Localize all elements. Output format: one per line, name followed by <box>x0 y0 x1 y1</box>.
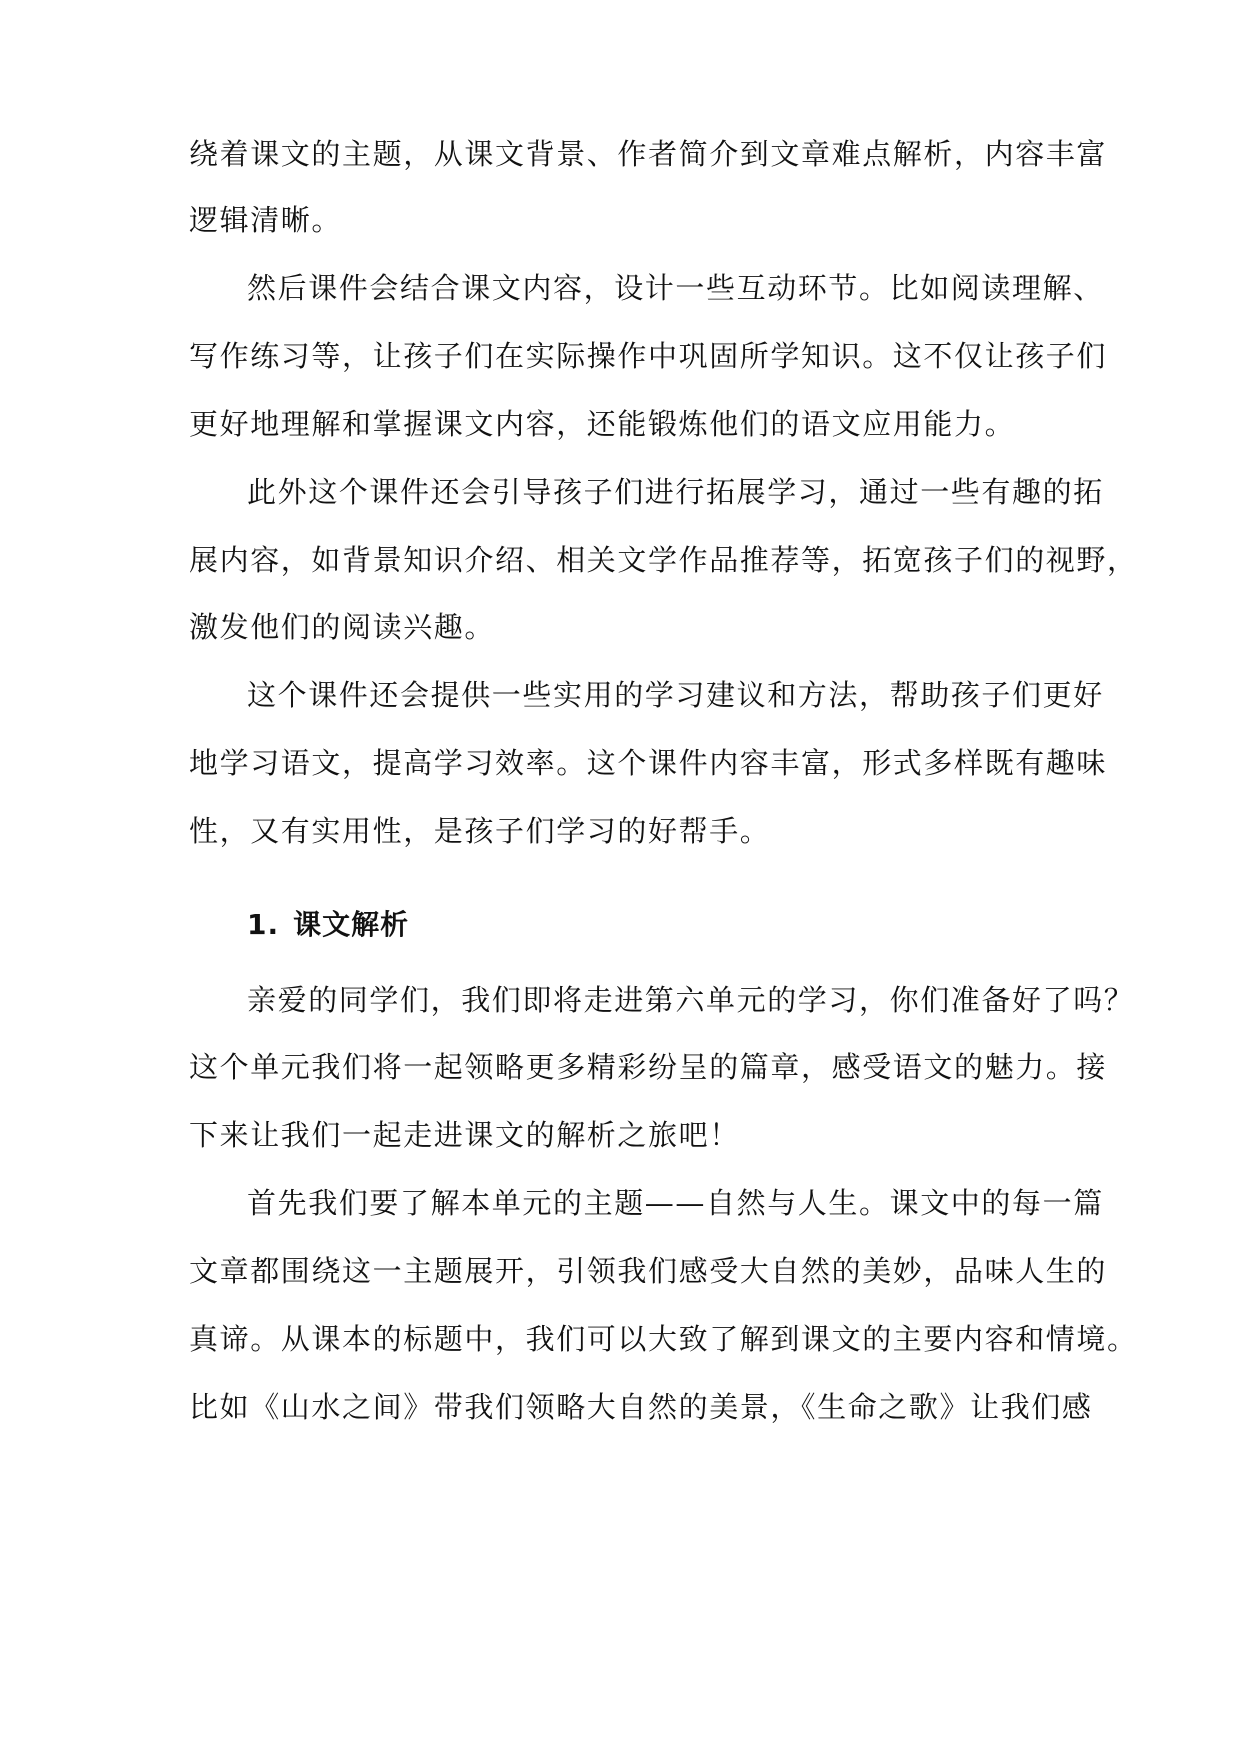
section-heading <box>247 902 1107 948</box>
text-line: 展内容，如背景知识介绍、相关文学作品推荐等，拓宽孩子们的视野， <box>189 543 1138 577</box>
text-line: 这个课件还会提供一些实用的学习建议和方法，帮助孩子们更好 <box>247 678 1104 712</box>
text-line: 然后课件会结合课文内容，设计一些互动环节。比如阅读理解、 <box>247 271 1104 305</box>
text-line: 激发他们的阅读兴趣。 <box>189 610 496 644</box>
text-line: 更好地理解和掌握课文内容，还能锻炼他们的语文应用能力。 <box>189 407 1016 441</box>
text-line: 真谛。从课本的标题中，我们可以大致了解到课文的主要内容和情境。 <box>189 1322 1138 1356</box>
section-title: 课文解析 <box>293 908 410 941</box>
text-line: 性，又有实用性，是孩子们学习的好帮手。 <box>189 814 771 848</box>
text-line: 绕着课文的主题，从课文背景、作者简介到文章难点解析，内容丰富 <box>189 137 1108 171</box>
text-line: 这个单元我们将一起领略更多精彩纷呈的篇章，感受语文的魅力。接 <box>189 1050 1108 1084</box>
text-line: 首先我们要了解本单元的主题——自然与人生。课文中的每一篇 <box>247 1186 1104 1220</box>
text-line: 文章都围绕这一主题展开，引领我们感受大自然的美妙，品味人生的 <box>189 1254 1108 1288</box>
text-line: 地学习语文，提高学习效率。这个课件内容丰富，形式多样既有趣味 <box>189 746 1108 780</box>
text-line: 此外这个课件还会引导孩子们进行拓展学习，通过一些有趣的拓 <box>247 475 1104 509</box>
text-line: 下来让我们一起走进课文的解析之旅吧！ <box>189 1118 740 1152</box>
text-line: 逻辑清晰。 <box>189 203 343 237</box>
text-line: 亲爱的同学们，我们即将走进第六单元的学习，你们准备好了吗？ <box>247 983 1135 1017</box>
section-number: 1. <box>247 908 280 941</box>
text-line: 写作练习等，让孩子们在实际操作中巩固所学知识。这不仅让孩子们 <box>189 339 1108 373</box>
text-line: 比如《山水之间》带我们领略大自然的美景，《生命之歌》让我们感 <box>189 1390 1093 1424</box>
